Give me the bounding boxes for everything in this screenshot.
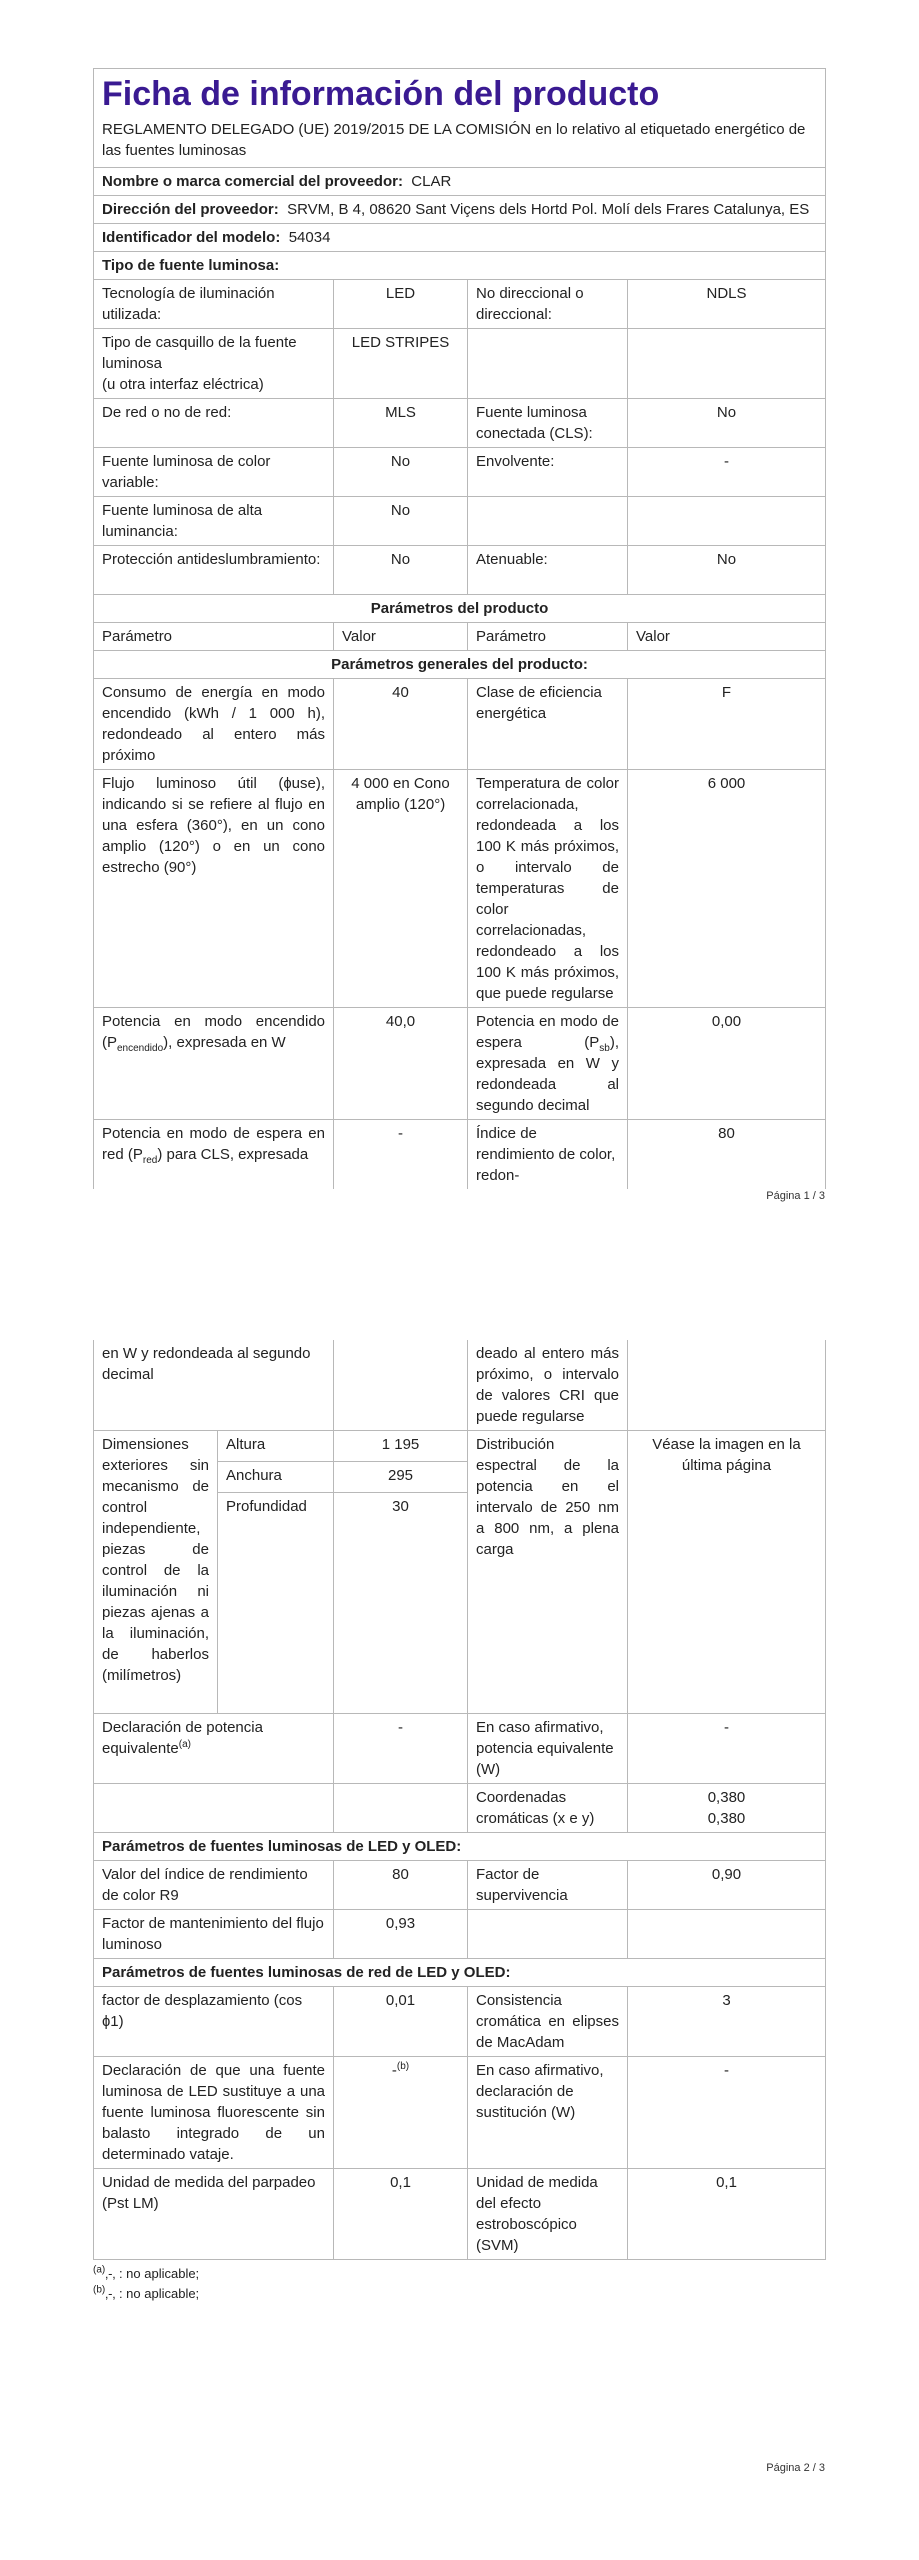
- dimensions-label: Dimensiones exteriores sin mecanismo de control independiente, piezas de control de la iluminación ni piezas ajenas a la iluminación, de haberlos (milímetros): [94, 1431, 218, 1714]
- product-info-table: [93, 68, 826, 1189]
- model-id-value: 54034: [288, 229, 331, 246]
- row-label: En caso afirmativo, potencia equivalente (W): [468, 1714, 628, 1784]
- model-id-label: Identificador del modelo:: [102, 229, 281, 246]
- row-label: Coordenadas cromáticas (x e y): [468, 1784, 628, 1833]
- row-value: F: [628, 679, 826, 770]
- type-heading: Tipo de fuente luminosa:: [94, 252, 826, 280]
- row-label: No direccional o direccional:: [468, 280, 628, 329]
- row-label: Consistencia cromática en elipses de MacAdam: [468, 1987, 628, 2057]
- row-value: [628, 1910, 826, 1959]
- row-value: [628, 329, 826, 399]
- row-label: Declaración de potencia equivalente$^{(a)}$: [94, 1714, 334, 1784]
- row-value: 4 000 en Cono amplio (120°): [334, 770, 468, 1008]
- product-info-table-continued: [93, 1340, 826, 2260]
- table-row: [94, 399, 826, 448]
- row-label-continued: en W y redondeada al segundo decimal: [94, 1340, 334, 1431]
- row-label: Unidad de medida del efecto estroboscópico (SVM): [468, 2169, 628, 2260]
- table-row: [94, 1987, 826, 2057]
- row-value: -: [334, 1120, 468, 1190]
- dimension-name: Profundidad: [218, 1493, 334, 1714]
- row-label: Unidad de medida del parpadeo (Pst LM): [94, 2169, 334, 2260]
- row-value: [628, 1784, 826, 1833]
- row-value: MLS: [334, 399, 468, 448]
- row-label: Valor del índice de rendimiento de color R9: [94, 1861, 334, 1910]
- row-label: Potencia en modo de espera $(P_{sb})$, expresada en W y redondeada al segundo decimal: [468, 1008, 628, 1120]
- row-label: Envolvente:: [468, 448, 628, 497]
- row-label: Tecnología de iluminación utilizada:: [94, 280, 334, 329]
- row-label: Distribución espectral de la potencia en el intervalo de 250 nm a 800 nm, a plena carga: [468, 1431, 628, 1714]
- footnotes: [93, 2264, 825, 2304]
- row-label: En caso afirmativo, declaración de sustitución (W): [468, 2057, 628, 2169]
- row-value: 3: [628, 1987, 826, 2057]
- row-value: -: [628, 448, 826, 497]
- row-value: No: [628, 546, 826, 595]
- row-value: 0,01: [334, 1987, 468, 2057]
- dimension-name: Anchura: [218, 1462, 334, 1493]
- row-label: Fuente luminosa de alta luminancia:: [94, 497, 334, 546]
- row-label-note: (u otra interfaz eléctrica): [102, 376, 264, 393]
- row-label: Fuente luminosa conectada (CLS):: [468, 399, 628, 448]
- row-value: [628, 497, 826, 546]
- row-label: [468, 329, 628, 399]
- dimension-value: 30: [334, 1493, 468, 1714]
- row-value: 0,1: [334, 2169, 468, 2260]
- general-heading: Parámetros generales del producto:: [94, 651, 826, 679]
- column-header: Valor: [628, 623, 826, 651]
- net-heading: Parámetros de fuentes luminosas de red de LED y OLED:: [94, 1959, 826, 1987]
- row-label: Índice de rendimiento de color, redon-: [468, 1120, 628, 1190]
- table-row: [94, 1861, 826, 1910]
- row-value: 6 000: [628, 770, 826, 1008]
- row-value: 80: [334, 1861, 468, 1910]
- supplier-address-row: [94, 196, 826, 224]
- row-label: Protección antideslumbramiento:: [94, 546, 334, 595]
- row-value: 40,0: [334, 1008, 468, 1120]
- row-value: 40: [334, 679, 468, 770]
- row-label: [468, 1910, 628, 1959]
- footnote-a: $^{(a)}$‚-‚ : no aplicable;: [93, 2264, 200, 2281]
- product-sheet-page-1: [93, 68, 825, 1189]
- table-row: [94, 1714, 826, 1784]
- row-value: -: [628, 1714, 826, 1784]
- supplier-name-label: Nombre o marca comercial del proveedor:: [102, 173, 403, 190]
- row-value: Véase la imagen en la última página: [628, 1431, 826, 1714]
- row-value: No: [334, 546, 468, 595]
- table-row: [94, 1120, 826, 1190]
- row-value: 80: [628, 1120, 826, 1190]
- row-value: NDLS: [628, 280, 826, 329]
- page-number: Página 2 / 3: [766, 2462, 825, 2474]
- row-value: No: [628, 399, 826, 448]
- row-label: Factor de supervivencia: [468, 1861, 628, 1910]
- row-label: Potencia en modo encendido $(P_{encendido})$, expresada en W: [94, 1008, 334, 1120]
- table-row: [94, 1910, 826, 1959]
- table-row: [94, 1784, 826, 1833]
- led-heading: Parámetros de fuentes luminosas de LED y OLED:: [94, 1833, 826, 1861]
- column-header: Valor: [334, 623, 468, 651]
- row-value: 0,93: [334, 1910, 468, 1959]
- column-header: Parámetro: [468, 623, 628, 651]
- row-value: -: [334, 1714, 468, 1784]
- table-row: [94, 280, 826, 329]
- row-label: factor de desplazamiento (cos ɸ1): [94, 1987, 334, 2057]
- row-label: Flujo luminoso útil (ɸuse), indicando si se refiere al flujo en una esfera (360°), en un cono amplio (120°) o en un cono estrecho (90°): [94, 770, 334, 1008]
- page-title: Ficha de información del producto: [94, 69, 826, 118]
- row-label-continued: deado al entero más próximo, o intervalo de valores CRI que puede regularse: [468, 1340, 628, 1431]
- row-label: Tipo de casquillo de la fuente luminosa: [102, 334, 297, 372]
- table-row: [94, 679, 826, 770]
- table-row: [94, 1340, 826, 1431]
- supplier-name-row: [94, 168, 826, 196]
- table-row: [94, 2169, 826, 2260]
- row-label: Temperatura de color correlacionada, redondeada a los 100 K más próximos, o intervalo de temperaturas de color correlacionadas, redondeado a los 100 K más próximos, que puede regularse: [468, 770, 628, 1008]
- dimension-value: 295: [334, 1462, 468, 1493]
- table-row: [94, 546, 826, 595]
- row-label: Potencia en modo de espera en red $(P_{red})$ para CLS, expresada: [94, 1120, 334, 1190]
- supplier-address-value: SRVM, B 4, 08620 Sant Viçens dels Hortd Pol. Molí dels Frares Catalunya, ES: [287, 201, 810, 218]
- model-id-row: [94, 224, 826, 252]
- row-label: Atenuable:: [468, 546, 628, 595]
- table-row: [94, 448, 826, 497]
- table-row: [94, 770, 826, 1008]
- params-heading: Parámetros del producto: [94, 595, 826, 623]
- row-value: -: [628, 2057, 826, 2169]
- dimension-value: 1 195: [334, 1431, 468, 1462]
- regulation-text: REGLAMENTO DELEGADO (UE) 2019/2015 DE LA COMISIÓN en lo relativo al etiquetado energético de las fuentes luminosas: [94, 117, 826, 168]
- table-row: [94, 2057, 826, 2169]
- row-label: Fuente luminosa de color variable:: [94, 448, 334, 497]
- row-value: 0,1: [628, 2169, 826, 2260]
- row-label: Consumo de energía en modo encendido (kWh / 1 000 h), redondeado al entero más próximo: [94, 679, 334, 770]
- dimensions-row: [94, 1431, 826, 1462]
- footnote-b: $^{(b)}$‚-‚ : no aplicable;: [93, 2284, 200, 2301]
- row-value: 0,00: [628, 1008, 826, 1120]
- row-label: [468, 497, 628, 546]
- table-row: [94, 1008, 826, 1120]
- column-header-row: [94, 623, 826, 651]
- row-label: Clase de eficiencia energética: [468, 679, 628, 770]
- chroma-x: 0,380: [707, 1789, 746, 1806]
- page-number: Página 1 / 3: [766, 1190, 825, 1202]
- row-value: LED STRIPES: [334, 329, 468, 399]
- supplier-address-label: Dirección del proveedor:: [102, 201, 279, 218]
- chroma-y: 0,380: [707, 1810, 746, 1827]
- row-value: -$^{(b)}$: [334, 2057, 468, 2169]
- product-sheet-page-2: [93, 1340, 825, 2304]
- row-label: Factor de mantenimiento del flujo luminoso: [94, 1910, 334, 1959]
- row-value: No: [334, 448, 468, 497]
- row-value: LED: [334, 280, 468, 329]
- row-label: De red o no de red:: [94, 399, 334, 448]
- row-value: No: [334, 497, 468, 546]
- table-row: [94, 329, 826, 399]
- table-row: [94, 497, 826, 546]
- row-value: 0,90: [628, 1861, 826, 1910]
- column-header: Parámetro: [94, 623, 334, 651]
- supplier-name-value: CLAR: [411, 173, 452, 190]
- row-label: Declaración de que una fuente luminosa de LED sustituye a una fuente luminosa fluorescente sin balasto integrado de un determinado vataje.: [94, 2057, 334, 2169]
- dimension-name: Altura: [218, 1431, 334, 1462]
